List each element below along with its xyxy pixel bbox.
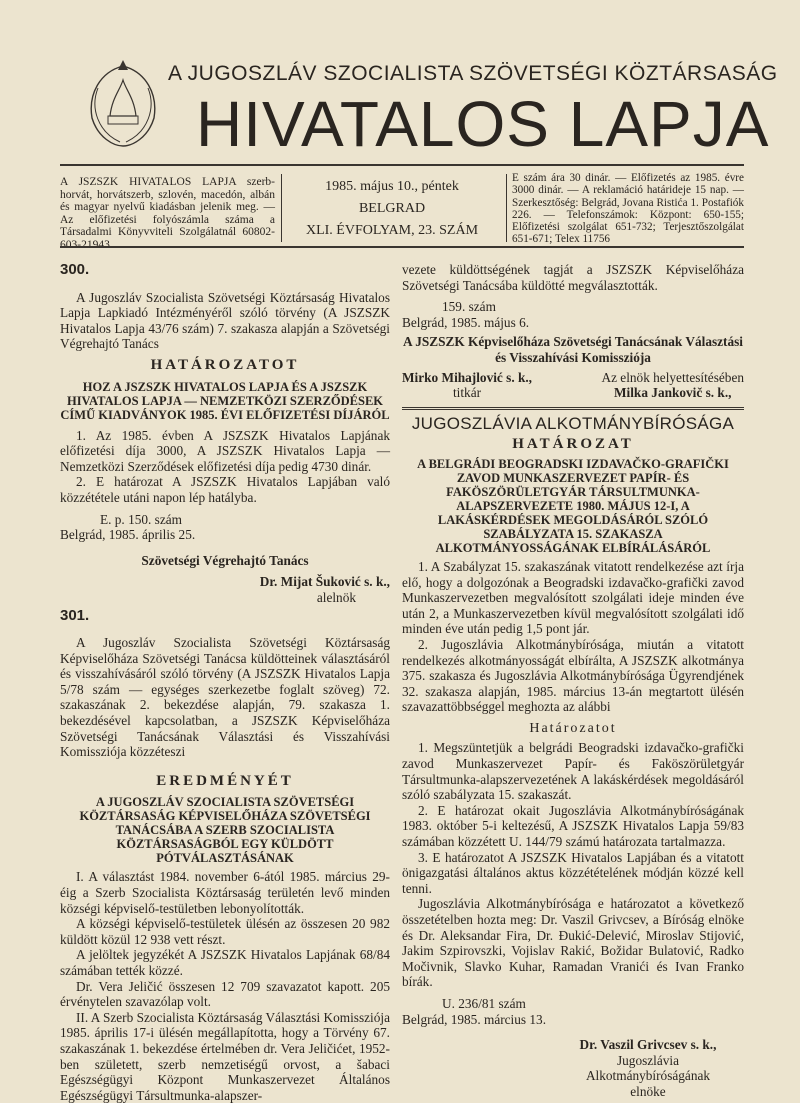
result-title: A JUGOSZLÁV SZOCIALISTA SZÖVETSÉGI KÖZTÁRSASÁG KÉPVISELŐHÁZA SZÖVETSÉGI TANÁCSÁBA A SZERB SZOCIALISTA KÖZTÁRSASÁGBÓL EGY KÜLDÖTT PÓTVÁLASZTÁSÁNAK xyxy=(79,795,371,866)
signatory-role: Jugoszlávia xyxy=(616,1052,680,1068)
place-date: Belgrád, 1985. április 25. xyxy=(60,527,196,543)
header-divider xyxy=(506,174,507,242)
header-divider xyxy=(281,174,282,242)
masthead-country: A JUGOSZLÁV SZOCIALISTA SZÖVETSÉGI KÖZTÁRSASÁG xyxy=(168,62,778,85)
issuing-body: Szövetségi Végrehajtó Tanács xyxy=(141,552,309,568)
header-price-info: E szám ára 30 dinár. — Előfizetés az 1985. évre 3000 dinár. — A reklamáció határideje 15 nap. — Szerkesztőség: Belgrád, Jovana Ristića 1. Postafiók 226. — Telefonszámok: Központ: 650-155; Előfizetési szolgálat 651-732; Terjesztőszolgálat 651-671; Telex 11756 xyxy=(512,172,744,246)
signatory-role: alelnök xyxy=(316,589,356,605)
decision-title: A BELGRÁDI BEOGRADSKI IZDAVAČKO-GRAFIČKI ZAVOD MUNKASZERVEZET PAPÍR- ÉS FAKÖSZÖRÜLETGYÁR TÁRSULTMUNKA-ALAPSZERVEZETE 1980. MÁJUS 12-I, A LAKÁSKÉRDÉSEK MEGOLDÁSÁRÓL SZÓLÓ SZABÁLYZATA 15. SZAKASZA ALKOTMÁNYOSSÁGÁNAK ELBÍRÁLÁSÁRÓL xyxy=(417,456,729,555)
issuing-body: A JSZSZK Képviselőháza Szövetségi Tanácsának Választási és Visszahívási Komissziója xyxy=(403,334,743,365)
section-heading: Határozatot xyxy=(529,720,617,736)
signatory-name: Milka Jankovič s. k., xyxy=(613,385,732,401)
paragraph: 2. Jugoszlávia Alkotmánybírósága, miután a vitatott rendelkezés alkotmányosságát elbírálta, A JSZSZK alkotmánya 375. szakasza és Jugoszlávia Alkotmánybírósága Ügyrendjének 32. szakasza alapján, 1985. március 13-án megtartott ülésén szavazattöbbséggel meghozta az alábbi xyxy=(402,636,744,715)
paragraph: 1. A Szabályzat 15. szakaszának vitatott rendelkezése azt írja elő, hogy a dolgozónak a Beogradski izdavačko-grafički zavod Munkaszervezetben megvalósított szolgálati ideje minden éve után 2, a Munkaszervezetben kívül megvalósított szolgálati idő minden éve után pedig 1,5 pont jár. xyxy=(402,558,744,637)
paragraph: A jelöltek jegyzékét A JSZSZK Hivatalos Lapjának 68/84 számában tették közzé. xyxy=(60,947,390,978)
paragraph: A Jugoszláv Szocialista Szövetségi Köztársaság Képviselőháza Szövetségi Tanácsa küldötteinek választásáról és visszahívásáról szóló törvény (A JSZSZK Hivatalos Lapja 5/78 szám — egységes szerkezetbe foglalt szöveg) 72. szakaszának 2. bekezdése alapján, 79. szakasza 1. bekezdésével kapcsolatban, a JSZSZK Képviselőháza Szövetségi Tanácsának Választási és Visszahívási Komissziója közzéteszi xyxy=(60,635,390,760)
section-heading: HATÁROZAT xyxy=(512,436,634,453)
signatory-role: titkár xyxy=(452,385,482,401)
paragraph: 2. E határozat A JSZSZK Hivatalos Lapjában való közzététele utáni napon lép hatályba. xyxy=(60,474,390,505)
item-number: 301. xyxy=(60,606,90,624)
reference-number: E. p. 150. szám xyxy=(100,511,182,527)
paragraph: I. A választást 1984. november 6-ától 1985. március 29-éig a Szerb Szocialista Köztársaság területén levő minden községi képviselő-testületben lebonyolították. xyxy=(60,869,390,916)
issue-date: 1985. május 10., péntek xyxy=(325,179,459,194)
paragraph: A községi képviselő-testületek ülésén az összesen 20 982 küldött közül 12 938 vett részt. xyxy=(60,916,390,947)
section-heading: EREDMÉNYÉT xyxy=(156,772,294,789)
issue-volume: XLI. ÉVFOLYAM, 23. SZÁM xyxy=(305,223,479,238)
paragraph: II. A Szerb Szocialista Köztársaság Választási Komissziója 1985. április 17-i ülésén megállapította, hogy a Törvény 67. szakaszának 1. bekezdése értelmében dr. Vera Jeličićet, 1952-ben született, szerb nemzetiségű orvost, a šabaci Egészségügyi Központ Munkaszervezet Általános Egészségügyi Társultmunka-alapszer- xyxy=(60,1009,390,1103)
state-emblem-icon xyxy=(80,58,166,150)
decision-title: HOZ A JSZSZK HIVATALOS LAPJA ÉS A JSZSZK HIVATALOS LAPJA — NEMZETKÖZI SZERZŐDÉSEK CÍMŰ KIADVÁNYOK 1985. ÉVI ELŐFIZETÉSI DÍJÁRÓL xyxy=(60,379,390,422)
signatory-name: Mirko Mihajlović s. k., xyxy=(402,369,533,385)
right-column xyxy=(402,262,744,1100)
header-issue-info xyxy=(286,176,498,242)
issue-city: BELGRAD xyxy=(358,201,426,216)
paragraph: 1. Az 1985. évben A JSZSZK Hivatalos Lapjának előfizetési díja 3000, A JSZSZK Hivatalos Lapja — Nemzetközi Szerződések előfizetési díja pedig 4730 dinár. xyxy=(60,427,390,474)
left-column xyxy=(60,262,390,1103)
header-top-rule xyxy=(60,164,744,166)
paragraph: A Jugoszláv Szocialista Szövetségi Köztársaság Hivatalos Lapja Lapkiadó Intézményéről szóló törvény (A JSZSZK Hivatalos Lapja 43/76 szám) 7. szakasza alapján a Szövetségi Végrehajtó Tanács xyxy=(60,289,390,352)
masthead-title: HIVATALOS LAPJA xyxy=(196,88,770,160)
item-number: 300. xyxy=(60,261,90,278)
reference-number: 159. szám xyxy=(442,299,496,315)
final-signature xyxy=(402,1037,744,1099)
paragraph: vezete küldöttségének tagját a JSZSZK Képviselőháza Szövetségi Tanácsába küldötté megválasztották. xyxy=(402,262,744,293)
header-subscription-info: A JSZSZK HIVATALOS LAPJA szerb-horvát, horvátszerb, szlovén, macedón, albán és magyar nyelvű kiadásban jelenik meg. — Az előfizetési folyószámla száma a Társadalmi Könyvviteli Szolgálatnál 60802-603-21943 xyxy=(60,176,275,251)
paragraph: Dr. Vera Jeličić összesen 12 709 szavazatot kapott. 205 érvénytelen szavazólap volt. xyxy=(60,978,390,1010)
section-heading: HATÁROZATOT xyxy=(150,356,300,373)
place-date: Belgrád, 1985. március 13. xyxy=(402,1011,547,1027)
place-date: Belgrád, 1985. május 6. xyxy=(402,314,530,330)
paragraph: 3. E határozatot A JSZSZK Hivatalos Lapjában és a vitatott önigazgatási általános aktus közzétételének módján közzé kell tenni. xyxy=(402,849,744,896)
header-bottom-rule xyxy=(60,246,744,248)
signatory-role: Alkotmánybíróságának xyxy=(585,1068,711,1084)
signatory-note: Az elnök helyettesítésében xyxy=(601,369,744,385)
paragraph: 2. E határozat okait Jugoszlávia Alkotmánybíróságának 1983. október 5-i keltezésű, A JSZSZK Hivatalos Lapja 59/83 számában közzétett U. 144/79 számú határozata tartalmazza. xyxy=(402,802,744,850)
paragraph: Jugoszlávia Alkotmánybírósága e határozatot a következő összetételben hozta meg: Dr. Vaszil Grivcsev, a Bíróság elnöke és Dr. Aleksandar Fira, Dr. Đukić-Delević, Miroslav Stijović, Jakim Szpirovszki, Vojislav Rakić, Božidar Bulatović, Radko Močivnik, Slavko Kuhar, Ramadan Vranići és Ivan Franko bírák. xyxy=(402,896,744,990)
section-divider xyxy=(402,407,744,410)
paragraph: 1. Megszüntetjük a belgrádi Beogradski izdavačko-grafički zavod Munkaszervezet Papír- és Faköszörületgyár Társultmunka-alapszervezetének A lakáskérdések megoldásáról szóló szabályzata 15. szakaszát. xyxy=(402,740,744,803)
signatory-role: elnöke xyxy=(630,1083,666,1099)
signatory-name: Dr. Mijat Šuković s. k., xyxy=(259,574,390,590)
signatory-name: Dr. Vaszil Grivcsev s. k., xyxy=(579,1037,717,1053)
reference-number: U. 236/81 szám xyxy=(442,995,526,1011)
signatures xyxy=(402,370,744,401)
court-heading: JUGOSZLÁVIA ALKOTMÁNYBÍRÓSÁGA xyxy=(411,413,735,433)
